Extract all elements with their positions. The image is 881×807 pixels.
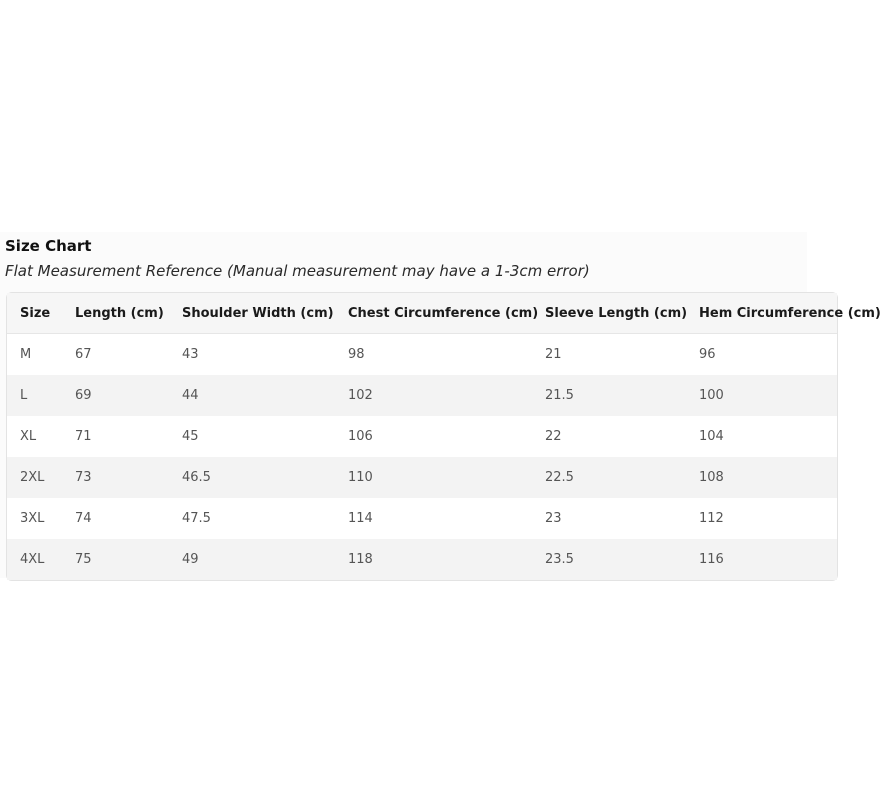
- cell-hem-circumference: 112: [686, 498, 837, 539]
- cell-length: 74: [62, 498, 169, 539]
- cell-chest-circumference: 106: [335, 416, 532, 457]
- cell-size: 3XL: [7, 498, 62, 539]
- cell-size: XL: [7, 416, 62, 457]
- cell-hem-circumference: 100: [686, 375, 837, 416]
- table-row: [7, 457, 837, 498]
- cell-size: M: [7, 334, 62, 376]
- table-row: [7, 416, 837, 457]
- cell-hem-circumference: 108: [686, 457, 837, 498]
- table-row: [7, 498, 837, 539]
- cell-size: L: [7, 375, 62, 416]
- table-row: [7, 334, 837, 376]
- header-shoulder-width: Shoulder Width (cm): [169, 293, 335, 334]
- cell-shoulder-width: 45: [169, 416, 335, 457]
- cell-length: 69: [62, 375, 169, 416]
- cell-sleeve-length: 22.5: [532, 457, 686, 498]
- header-sleeve-length: Sleeve Length (cm): [532, 293, 686, 334]
- cell-hem-circumference: 116: [686, 539, 837, 580]
- header-length: Length (cm): [62, 293, 169, 334]
- table-row: [7, 539, 837, 580]
- size-table: [7, 293, 881, 580]
- cell-chest-circumference: 110: [335, 457, 532, 498]
- cell-hem-circumference: 96: [686, 334, 837, 376]
- cell-sleeve-length: 22: [532, 416, 686, 457]
- cell-length: 73: [62, 457, 169, 498]
- header-chest-circumference: Chest Circumference (cm): [335, 293, 532, 334]
- cell-chest-circumference: 102: [335, 375, 532, 416]
- cell-length: 67: [62, 334, 169, 376]
- cell-length: 75: [62, 539, 169, 580]
- cell-sleeve-length: 21.5: [532, 375, 686, 416]
- cell-sleeve-length: 23.5: [532, 539, 686, 580]
- table-row: [7, 375, 837, 416]
- cell-shoulder-width: 44: [169, 375, 335, 416]
- header-size: Size: [7, 293, 62, 334]
- page-subtitle: Flat Measurement Reference (Manual measurement may have a 1-3cm error): [5, 262, 590, 280]
- cell-shoulder-width: 46.5: [169, 457, 335, 498]
- page-title: Size Chart: [5, 237, 92, 255]
- header-hem-circumference: Hem Circumference (cm): [686, 293, 837, 334]
- cell-chest-circumference: 114: [335, 498, 532, 539]
- size-table-container: [6, 292, 881, 581]
- cell-sleeve-length: 21: [532, 334, 686, 376]
- cell-shoulder-width: 49: [169, 539, 335, 580]
- cell-size: 2XL: [7, 457, 62, 498]
- table-header-row: [7, 293, 837, 334]
- cell-shoulder-width: 47.5: [169, 498, 335, 539]
- size-chart-panel: [0, 232, 881, 578]
- cell-sleeve-length: 23: [532, 498, 686, 539]
- cell-chest-circumference: 98: [335, 334, 532, 376]
- cell-shoulder-width: 43: [169, 334, 335, 376]
- cell-length: 71: [62, 416, 169, 457]
- cell-size: 4XL: [7, 539, 62, 580]
- cell-chest-circumference: 118: [335, 539, 532, 580]
- cell-hem-circumference: 104: [686, 416, 837, 457]
